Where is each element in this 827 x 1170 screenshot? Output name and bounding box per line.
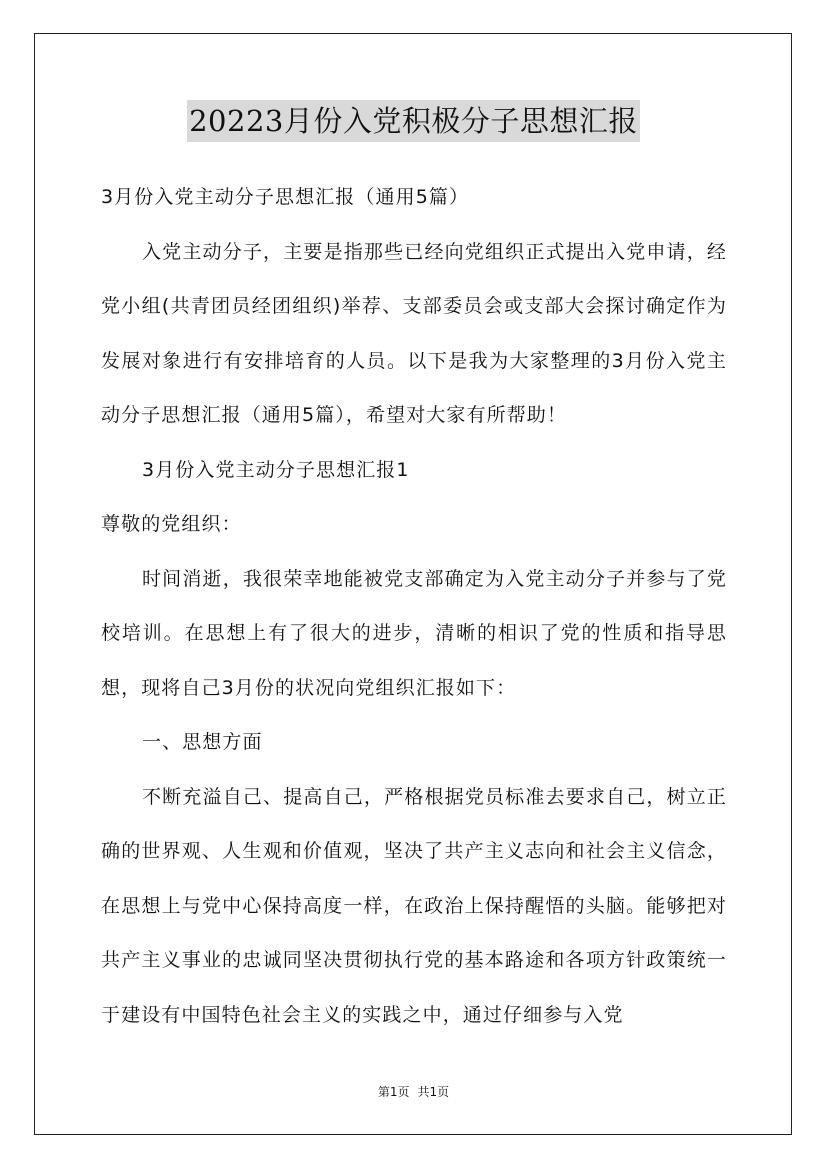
body-paragraph-1: 时间消逝，我很荣幸地能被党支部确定为入党主动分子并参与了党校培训。在思想上有了很大的进步，清晰的相识了党的性质和指导思想，现将自己3月份的状况向党组织汇报如下： [101, 567, 727, 699]
page-footer [0, 1083, 827, 1100]
page-total: 共1页 [417, 1085, 450, 1099]
body-paragraph-2: 不断充溢自己、提高自己，严格根据党员标准去要求自己，树立正确的世界观、人生观和价值观，坚决了共产主义志向和社会主义信念，在思想上与党中心保持高度一样，在政治上保持醒悟的头脑。能够把对共产主义事业的忠诚同坚决贯彻执行党的基本路途和各项方针政策统一于建设有中国特色社会主义的实践之中，通过仔细参与入党 [101, 785, 727, 1026]
section-heading-report-1: 3月份入党主动分子思想汇报1 [142, 458, 410, 481]
document-title: 20223月份入党积极分子思想汇报 [187, 100, 640, 142]
document-subtitle: 3月份入党主动分子思想汇报（通用5篇） [101, 186, 470, 208]
salutation: 尊敬的党组织： [101, 513, 242, 535]
title-container [0, 100, 827, 142]
page-number: 第1页 [377, 1085, 410, 1099]
section-heading-thought: 一、思想方面 [142, 731, 263, 753]
intro-paragraph: 入党主动分子，主要是指那些已经向党组织正式提出入党申请，经党小组(共青团员经团组织)举荐、支部委员会或支部大会探讨确定作为发展对象进行有安排培育的人员。以下是我为大家整理的3月份入党主动分子思想汇报（通用5篇），希望对大家有所帮助！ [101, 240, 727, 426]
document-body [101, 170, 727, 1042]
